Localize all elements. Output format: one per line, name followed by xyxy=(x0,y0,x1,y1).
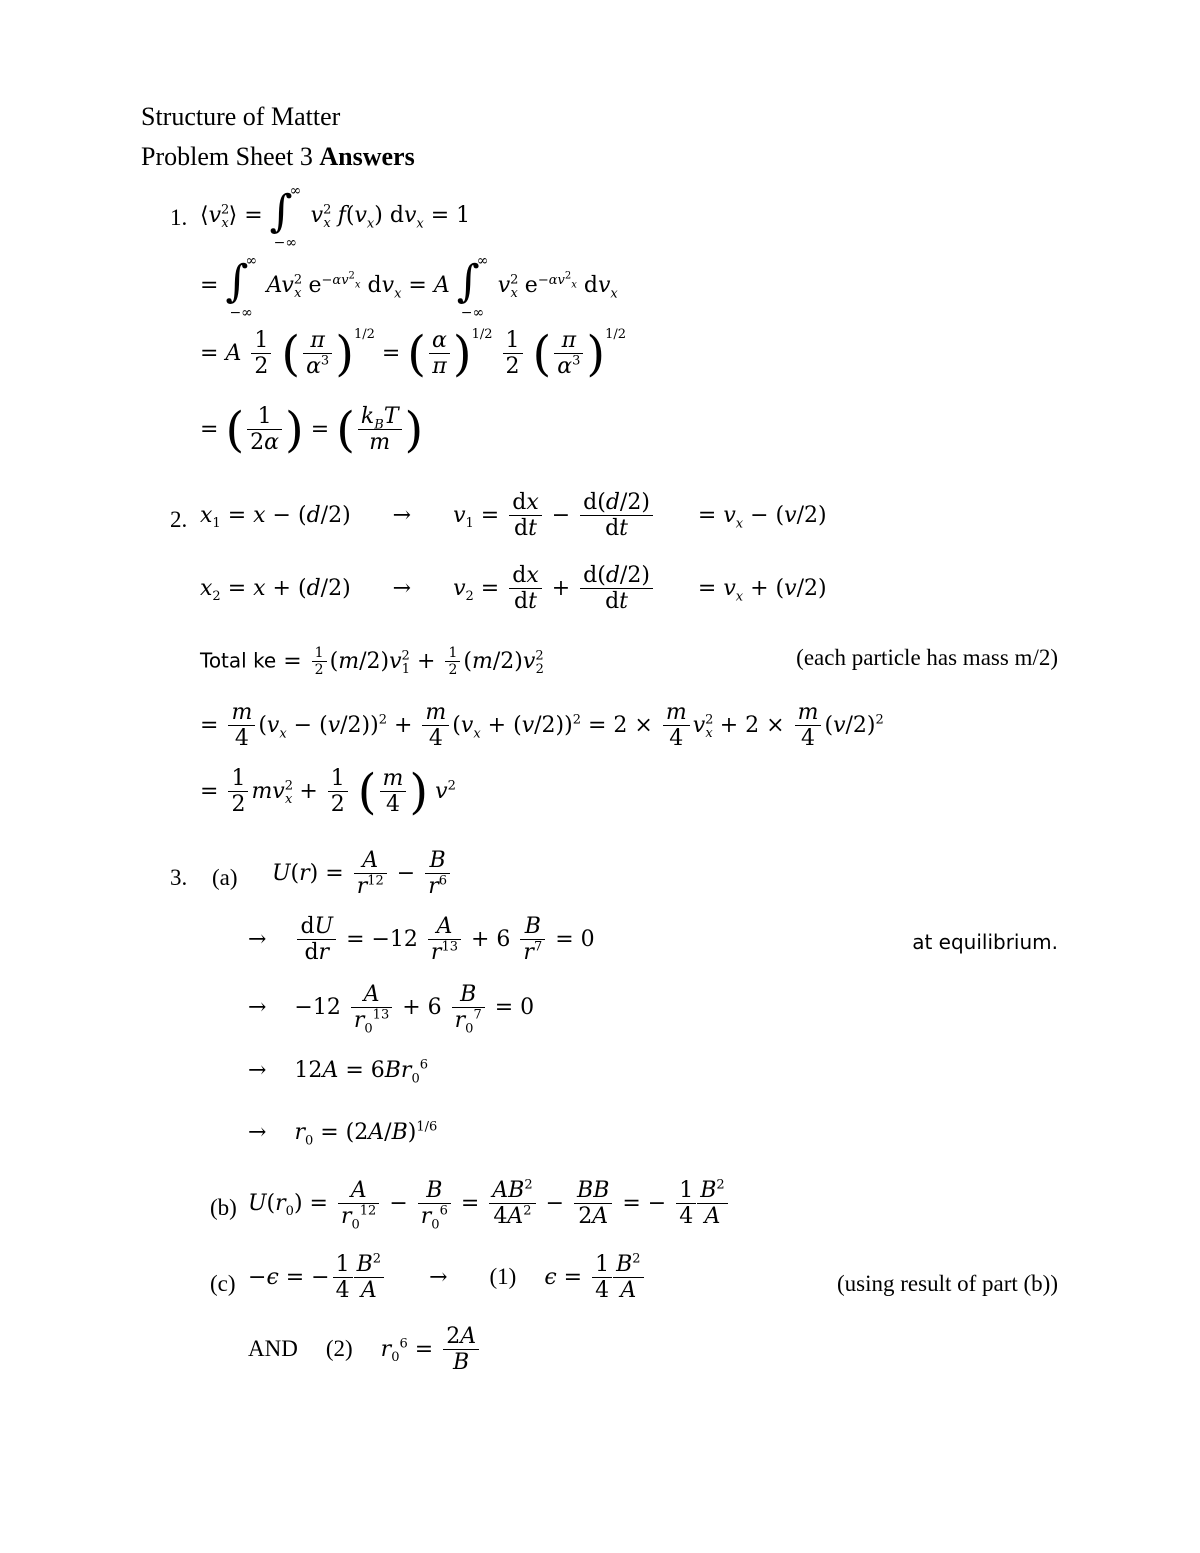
q3c-line: −ϵ = − $\frac{1}{4}$ $\frac{B^2}{A}$ → (1) ϵ = $\frac{1}{4}$ $\frac{B^2}{A}$ xyxy=(248,1252,647,1304)
q2-line3: Total ke = $\frac{1}{2}$ $(m/2)v^2_1$ + $\frac{1}{2}$ $(m/2)v^2_2$ xyxy=(200,645,544,679)
q3a-line2: → $\frac{dU}{dr}$ = −12 $\frac{A}{r^{13}}$ + 6 $\frac{B}{r^7}$ = 0 xyxy=(248,914,595,966)
q3-part-a: (a) xyxy=(212,865,238,890)
q3a-line4: → $12A = 6Br_0^6$ xyxy=(248,1057,428,1087)
q1-number: 1. xyxy=(170,205,188,230)
q2-line1: $x_1 = x - (d/2) \to v_1$ = $\frac{dx}{dt}$ − $\frac{d(d/2)}{dt}$ = $v_x - (v/2)$ xyxy=(200,490,827,542)
q2-line5: = $\frac{1}{2}$ $mv^2_x$ + $\frac{1}{2}$ ( $\frac{m}{4}$ ) $v^2$ xyxy=(200,763,456,820)
q1-line3: = A $\frac{1}{2}$ ( $\frac{\pi}{\alpha^3}$ )$^{1/2}$ = ( $\frac{\alpha}{\pi}$ )$^{1/2}$ $\frac{1}{2}$ ( $\frac{\pi}{\alpha^3}$ )$^{1/2}$ xyxy=(200,325,627,382)
q1-line2: = ∫ ∞ −∞ $Av^2_x$ $e^{-\alpha v^2_x}$ $dv_x = A$ ∫ ∞ −∞ $v^2_x$ $e^{-\alpha v^2_x}$ $dv_x$ xyxy=(200,253,618,321)
q3c-line2: AND (2) $r_0^6$ = $\frac{2A}{B}$ xyxy=(248,1324,482,1376)
q1-line1: $⟨v^2_x⟩$ = ∫ ∞ −∞ $v^2_x$ $f(v_x) dv_x = 1$ xyxy=(200,183,471,251)
and-label: AND xyxy=(248,1335,298,1361)
q3b-line: $U(r_0)$ = $\frac{A}{r_0^{12}}$ − $\frac{B}{r_0^6}$ = $\frac{AB^2}{4A^2}$ − $\frac{BB}{2A}$ = − $\frac{1}{4}$ $\frac{B^2}{A}$ xyxy=(248,1178,731,1230)
q3a-line1: U(r) = $\frac{A}{r^{12}}$ − $\frac{B}{r^6}$ xyxy=(272,848,453,900)
part-b-note: (using result of part (b)) xyxy=(837,1271,1058,1296)
subtitle-prefix: Problem Sheet 3 xyxy=(141,142,320,171)
q2-number: 2. xyxy=(170,507,188,532)
page-title: Structure of Matter xyxy=(141,102,341,131)
item-1-label: (1) xyxy=(489,1263,517,1289)
q3a-line5: → $r_0 = (2A/B)^{1/6}$ xyxy=(248,1119,438,1149)
q3-part-b: (b) xyxy=(210,1195,237,1220)
equilibrium-note: at equilibrium. xyxy=(912,930,1058,954)
page-subtitle xyxy=(141,144,415,170)
q2-line4: = $\frac{m}{4}$ $(v_x - (v/2))^2$ + $\frac{m}{4}$ $(v_x + (v/2))^2 = 2$ × $\frac{m}{4}$ $v^2_x + 2$ × $\frac{m}{4}$ $(v/2)^2$ xyxy=(200,700,884,752)
q3a-line3: → −12 $\frac{A}{r_0^{13}}$ + 6 $\frac{B}{r_0^7}$ = 0 xyxy=(248,982,535,1037)
item-2-label: (2) xyxy=(325,1335,353,1361)
q1-line4: = ( $\frac{1}{2\alpha}$ ) = ( $\frac{k_BT}{m}$ ) xyxy=(200,401,424,458)
q2-line2: $x_2 = x + (d/2) \to v_2$ = $\frac{dx}{dt}$ + $\frac{d(d/2)}{dt}$ = $v_x + (v/2)$ xyxy=(200,563,827,615)
mass-note: (each particle has mass m/2) xyxy=(796,645,1058,670)
total-ke-label: Total ke xyxy=(200,648,277,673)
q3-number: 3. xyxy=(170,865,188,890)
subtitle-answers: Answers xyxy=(319,142,415,171)
q3-part-c: (c) xyxy=(210,1271,236,1296)
